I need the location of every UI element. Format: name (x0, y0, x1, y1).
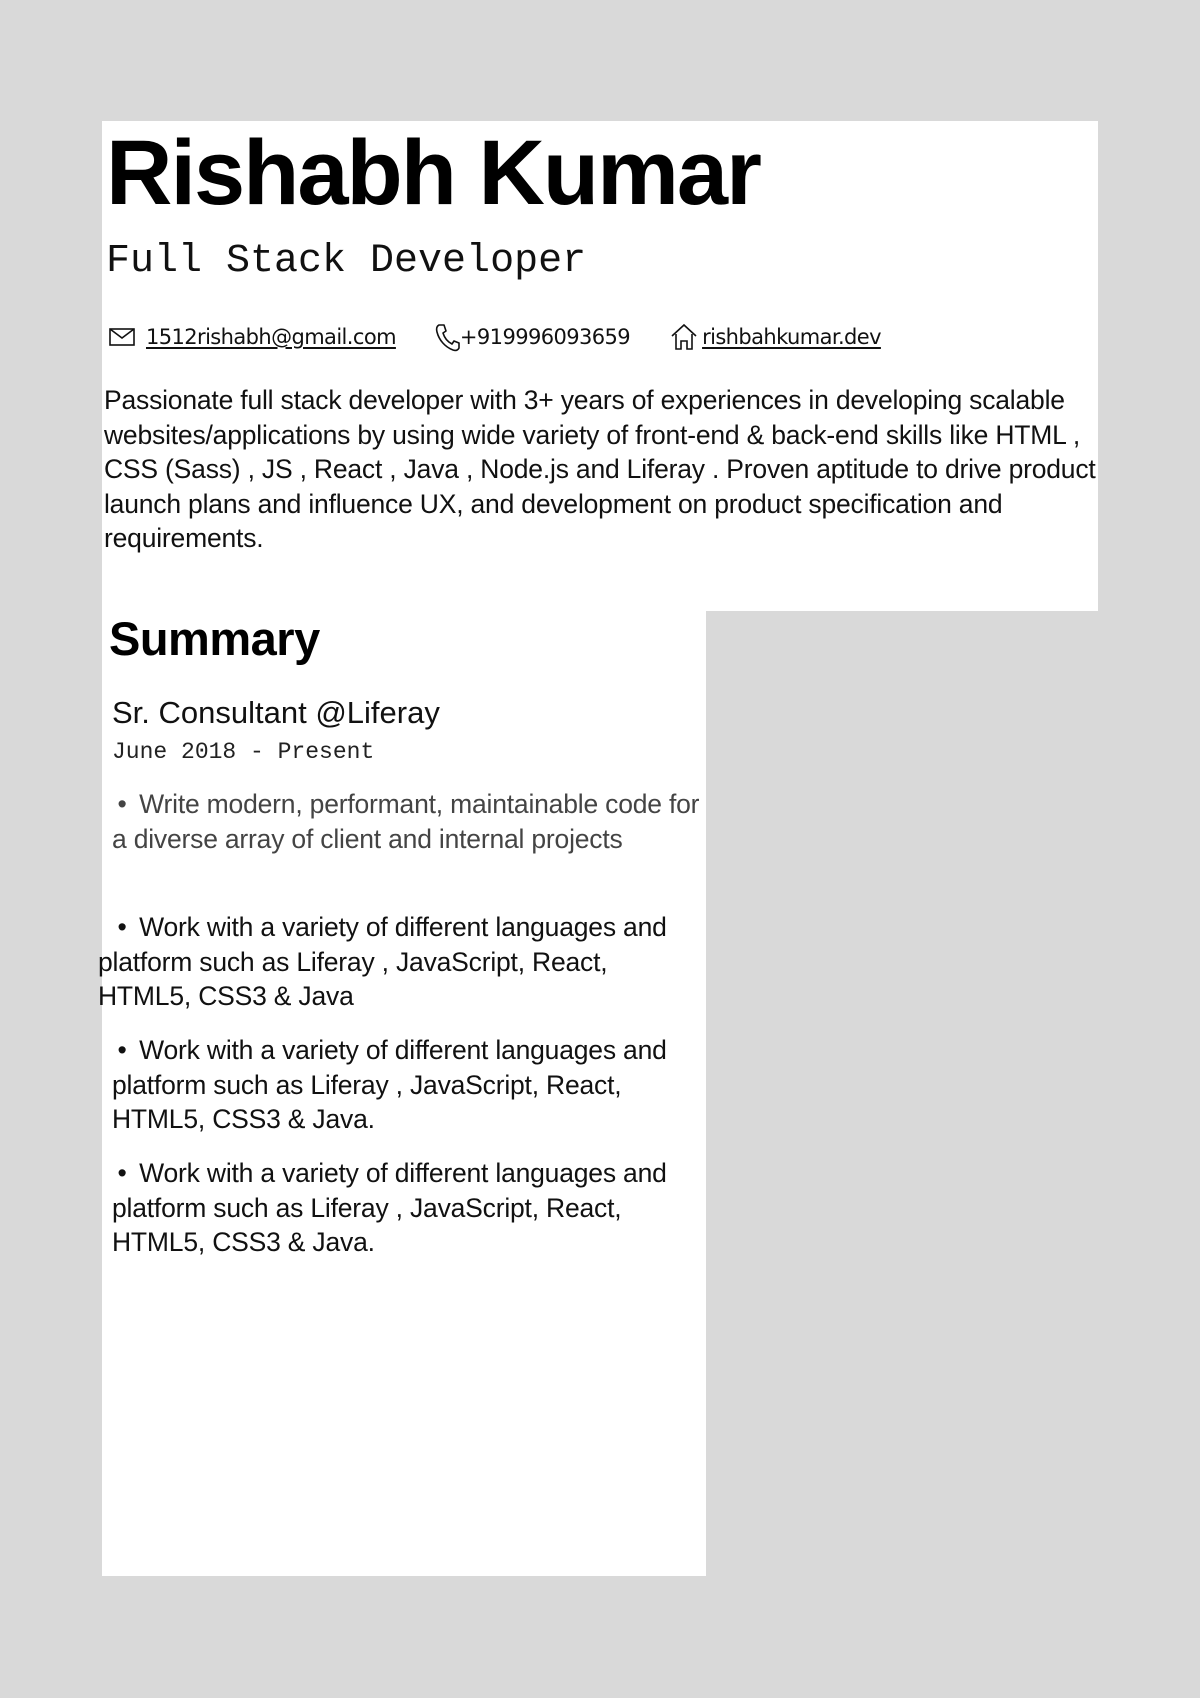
email-link[interactable]: 1512rishabh@gmail.com (146, 325, 396, 349)
list-item-text: Work with a variety of different languages and platform such as Liferay , JavaScript, React, HTML5, CSS3 & Java (98, 912, 667, 1011)
contact-row (108, 322, 881, 352)
phone-contact (434, 322, 630, 352)
job-dates: June 2018 - Present (112, 739, 375, 765)
bullet-symbol: • (117, 1035, 127, 1065)
candidate-role: Full Stack Developer (106, 239, 587, 284)
bullet-symbol: • (117, 912, 127, 942)
phone-number: +919996093659 (459, 325, 631, 349)
list-item-text: Work with a variety of different languages and platform such as Liferay , JavaScript, React, HTML5, CSS3 & Java. (112, 1158, 667, 1257)
list-item (112, 787, 702, 856)
summary-heading: Summary (109, 612, 320, 665)
email-contact (108, 325, 396, 349)
website-contact (670, 322, 881, 352)
summary-card (98, 611, 706, 1576)
bullet-symbol: • (117, 789, 127, 819)
bullet-symbol: • (117, 1158, 127, 1188)
list-item (98, 910, 706, 1014)
website-link[interactable]: rishbahkumar.dev (702, 325, 881, 349)
list-item (112, 1033, 702, 1137)
list-item-text: Work with a variety of different languages and platform such as Liferay , JavaScript, React, HTML5, CSS3 & Java. (112, 1035, 667, 1134)
phone-icon (434, 322, 460, 352)
home-icon (670, 322, 698, 352)
intro-paragraph: Passionate full stack developer with 3+ years of experiences in developing scalable websites/applications by using wide variety of front-end & back-end skills like HTML , CSS (Sass) , JS , React , Java , Node.js and Liferay . Proven aptitude to drive product launch plans and influence UX, and development on product specification and requirements. (104, 385, 1096, 553)
job-title: Sr. Consultant @Liferay (112, 695, 440, 730)
list-item-text: Write modern, performant, maintainable code for a diverse array of client and internal projects (112, 789, 700, 854)
header-card (102, 121, 1098, 611)
envelope-icon (108, 326, 136, 348)
list-item (112, 1156, 702, 1260)
candidate-name: Rishabh Kumar (106, 122, 760, 224)
